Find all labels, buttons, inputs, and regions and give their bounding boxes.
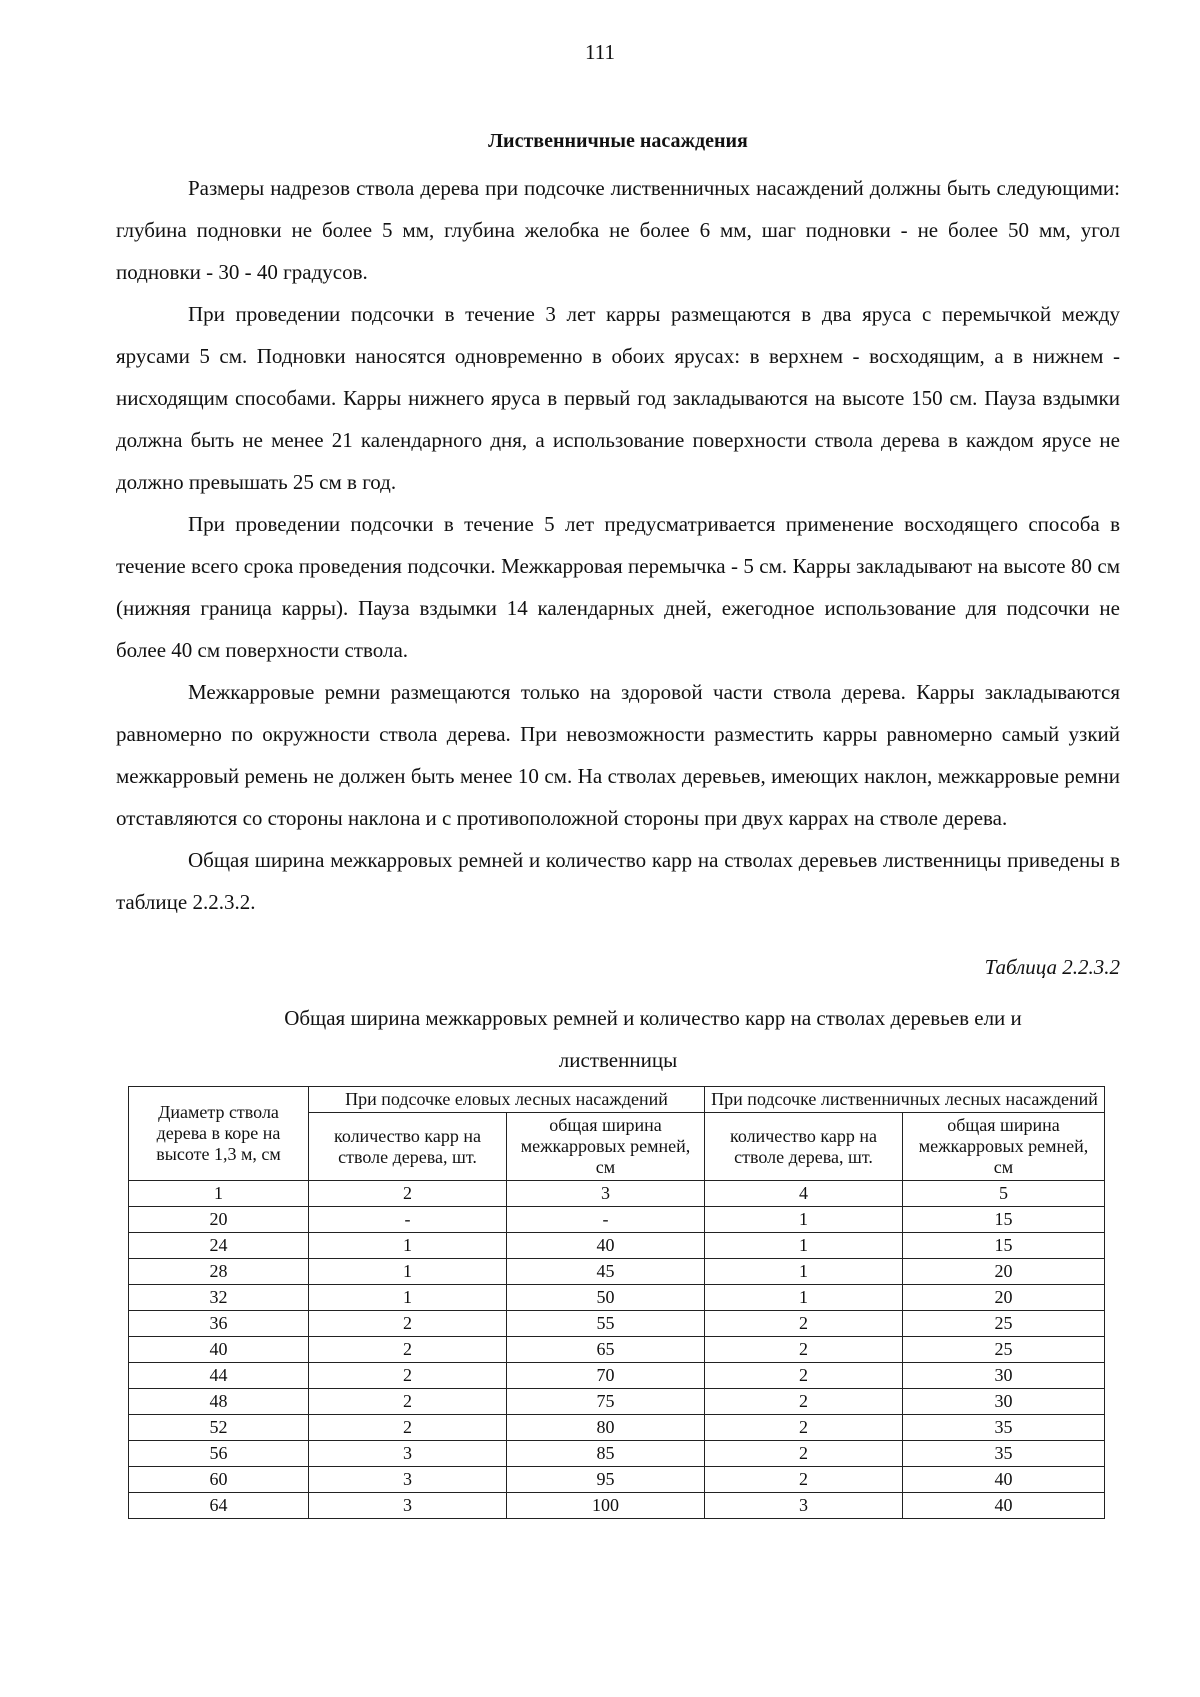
table-cell: 35: [903, 1441, 1105, 1467]
table-cell: 44: [129, 1363, 309, 1389]
table-row: [129, 1207, 1105, 1233]
table-cell: 100: [507, 1493, 705, 1519]
table-cell: 30: [903, 1389, 1105, 1415]
table-cell: 40: [903, 1467, 1105, 1493]
table-body: [129, 1181, 1105, 1519]
table-cell: 2: [705, 1337, 903, 1363]
table-cell: 2: [309, 1389, 507, 1415]
table-cell: 2: [309, 1337, 507, 1363]
table-cell: -: [507, 1207, 705, 1233]
table-cell: 40: [903, 1493, 1105, 1519]
paragraph: Размеры надрезов ствола дерева при подсочке лиственничных насаждений должны быть следующими: глубина подновки не более 5 мм, глубина желобка не более 6 мм, шаг подновки - не более 50 мм, угол подновки - 30 - 40 градусов.: [116, 176, 1120, 284]
table-cell: 60: [129, 1467, 309, 1493]
table-cell: 30: [903, 1363, 1105, 1389]
table-title: [116, 997, 1120, 1081]
table-cell: 80: [507, 1415, 705, 1441]
table-cell: 2: [309, 1181, 507, 1207]
table-cell: 4: [705, 1181, 903, 1207]
table-cell: 2: [705, 1311, 903, 1337]
table-cell: -: [309, 1207, 507, 1233]
table-row: [129, 1181, 1105, 1207]
table-cell: 50: [507, 1285, 705, 1311]
table-row: [129, 1233, 1105, 1259]
table-cell: 2: [705, 1441, 903, 1467]
table-cell: 1: [705, 1207, 903, 1233]
table-cell: 55: [507, 1311, 705, 1337]
table-row: [129, 1363, 1105, 1389]
table-cell: 3: [309, 1467, 507, 1493]
table-label: Таблица 2.2.3.2: [984, 955, 1120, 979]
table-cell: 2: [309, 1363, 507, 1389]
body-text: [116, 167, 1120, 923]
table-title-line: Общая ширина межкарровых ремней и количество карр на стволах деревьев ели и: [284, 1006, 1022, 1030]
table-cell: 95: [507, 1467, 705, 1493]
table-cell: 2: [309, 1311, 507, 1337]
table-cell: 1: [309, 1285, 507, 1311]
table-cell: 25: [903, 1311, 1105, 1337]
table-cell: 70: [507, 1363, 705, 1389]
paragraph: При проведении подсочки в течение 3 лет карры размещаются в два яруса с перемычкой между ярусами 5 см. Подновки наносятся одновременно в обоих ярусах: в верхнем - восходящим, а в нижнем - нисходящим способами. Карры нижнего яруса в первый год закладываются на высоте 150 см. Пауза вздымки должна быть не менее 21 календарного дня, а использование поверхности ствола дерева в каждом ярусе не должно превышать 25 см в год.: [116, 302, 1120, 494]
table-cell: 3: [507, 1181, 705, 1207]
header-spruce-width: общая ширина межкарровых ремней, см: [507, 1113, 705, 1181]
table-cell: 2: [705, 1363, 903, 1389]
table-cell: 1: [129, 1181, 309, 1207]
table-row: [129, 1415, 1105, 1441]
table-cell: 32: [129, 1285, 309, 1311]
table-cell: 2: [705, 1389, 903, 1415]
table-cell: 64: [129, 1493, 309, 1519]
table-cell: 56: [129, 1441, 309, 1467]
table-cell: 1: [705, 1259, 903, 1285]
table-cell: 35: [903, 1415, 1105, 1441]
table-title-line: лиственницы: [558, 1048, 678, 1072]
table-cell: 75: [507, 1389, 705, 1415]
table-cell: 2: [705, 1415, 903, 1441]
table-cell: 40: [129, 1337, 309, 1363]
table-cell: 3: [309, 1441, 507, 1467]
table-row: [129, 1389, 1105, 1415]
table-cell: 5: [903, 1181, 1105, 1207]
table-cell: 1: [309, 1259, 507, 1285]
section-heading: Лиственничные насаждения: [488, 130, 748, 152]
table-cell: 2: [705, 1467, 903, 1493]
table-cell: 36: [129, 1311, 309, 1337]
table-cell: 45: [507, 1259, 705, 1285]
table-cell: 48: [129, 1389, 309, 1415]
header-group-spruce: При подсочке еловых лесных насаждений: [309, 1087, 705, 1113]
table-cell: 2: [309, 1415, 507, 1441]
header-larch-count: количество карр на стволе дерева, шт.: [705, 1113, 903, 1181]
header-diameter: Диаметр ствола дерева в коре на высоте 1,3 м, см: [129, 1087, 309, 1181]
table-row: [129, 1467, 1105, 1493]
table-cell: 1: [309, 1233, 507, 1259]
table-cell: 15: [903, 1233, 1105, 1259]
table-cell: 28: [129, 1259, 309, 1285]
page-number: 111: [585, 40, 615, 64]
table-cell: 85: [507, 1441, 705, 1467]
table-cell: 20: [129, 1207, 309, 1233]
table-cell: 3: [309, 1493, 507, 1519]
table-cell: 1: [705, 1285, 903, 1311]
paragraph: Общая ширина межкарровых ремней и количество карр на стволах деревьев лиственницы приведены в таблице 2.2.3.2.: [116, 848, 1120, 914]
paragraph: При проведении подсочки в течение 5 лет предусматривается применение восходящего способа в течение всего срока проведения подсочки. Межкарровая перемычка - 5 см. Карры закладывают на высоте 80 см (нижняя граница карры). Пауза вздымки 14 календарных дней, ежегодное использование для подсочки не более 40 см поверхности ствола.: [116, 512, 1120, 662]
table-cell: 1: [705, 1233, 903, 1259]
header-group-larch: При подсочке лиственничных лесных насаждений: [705, 1087, 1105, 1113]
table-row: [129, 1259, 1105, 1285]
table-cell: 40: [507, 1233, 705, 1259]
table-cell: 52: [129, 1415, 309, 1441]
table-cell: 15: [903, 1207, 1105, 1233]
header-spruce-count: количество карр на стволе дерева, шт.: [309, 1113, 507, 1181]
table-cell: 20: [903, 1259, 1105, 1285]
table-row: [129, 1285, 1105, 1311]
table-cell: 3: [705, 1493, 903, 1519]
table-cell: 25: [903, 1337, 1105, 1363]
table-cell: 65: [507, 1337, 705, 1363]
table-cell: 24: [129, 1233, 309, 1259]
table-row: [129, 1311, 1105, 1337]
table-cell: 20: [903, 1285, 1105, 1311]
table-row: [129, 1337, 1105, 1363]
table-row: [129, 1493, 1105, 1519]
header-larch-width: общая ширина межкарровых ремней, см: [903, 1113, 1105, 1181]
data-table: [128, 1086, 1105, 1519]
paragraph: Межкарровые ремни размещаются только на здоровой части ствола дерева. Карры закладываются равномерно по окружности ствола дерева. При невозможности разместить карры равномерно самый узкий межкарровый ремень не должен быть менее 10 см. На стволах деревьев, имеющих наклон, межкарровые ремни отставляются со стороны наклона и с противоположной стороны при двух каррах на стволе дерева.: [116, 680, 1120, 830]
table-row: [129, 1441, 1105, 1467]
